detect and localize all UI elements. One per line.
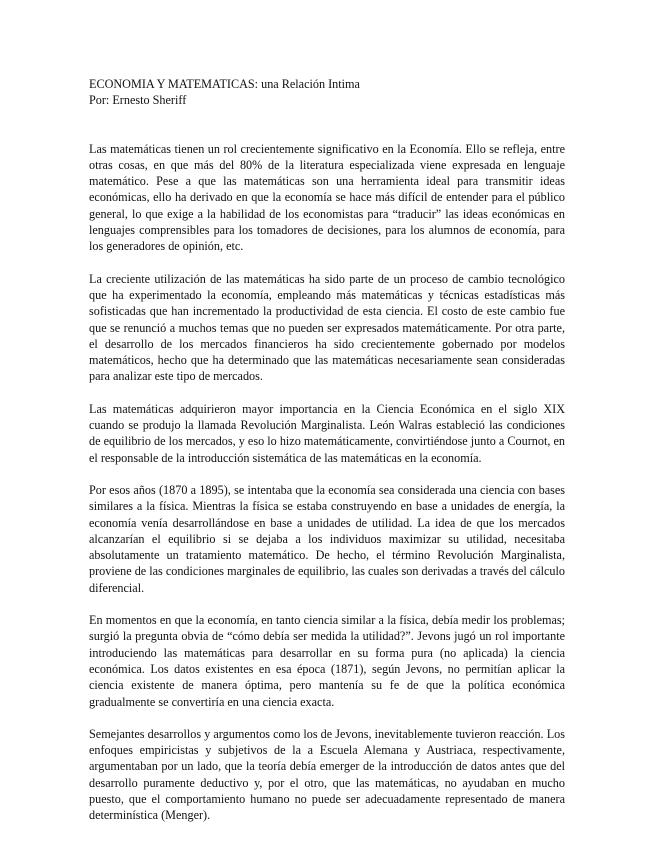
document-title: ECONOMIA Y MATEMATICAS: una Relación Intima [89,77,360,91]
document-page [89,76,565,840]
paragraph-6: Semejantes desarrollos y argumentos como los de Jevons, inevitablemente tuvieron reacción. Los enfoques empiricistas y subjetivos de la a Escuela Alemana y Austriaca, respectivamente, argumentaban por un lado, que la teoría debía emerger de la introducción de datos antes que del desarrollo puramente deductivo y, por el otro, que las matemáticas, no ayudaban en mucho puesto, que el comportamiento humano no puede ser adecuadamente representado de manera determinística (Menger). [89,726,565,823]
paragraph-1: Las matemáticas tienen un rol crecientemente significativo en la Economía. Ello se refleja, entre otras cosas, en que más del 80% de la literatura especializada viene expresada en lenguaje matemático. Pese a que las matemáticas son una herramienta ideal para transmitir ideas económicas, ello ha derivado en que la economía se hace más difícil de entender para el público general, lo que exige a la habilidad de los economistas para “traducir” las ideas económicas en lenguajes comprensibles para los tomadores de decisiones, para los alumnos de economía, para los generadores de opinión, etc. [89,141,565,254]
paragraph-5: En momentos en que la economía, en tanto ciencia similar a la física, debía medir los problemas; surgió la pregunta obvia de “cómo debía ser medida la utilidad?”. Jevons jugó un rol importante introduciendo las matemáticas para desarrollar en su forma pura (no aplicada) la ciencia económica. Los datos existentes en esa época (1871), según Jevons, no permitían aplicar la ciencia existente de manera óptima, pero mantenía su fe de que la política económica gradualmente se convertiría en una ciencia exacta. [89,613,565,709]
paragraph-3: Las matemáticas adquirieron mayor importancia en la Ciencia Económica en el siglo XIX cuando se produjo la llamada Revolución Marginalista. León Walras estableció las condiciones de equilibrio de los mercados, y eso lo hizo matemáticamente, convirtiéndose junto a Cournot, en el responsable de la introducción sistemática de las matemáticas en la economía. [89,401,565,465]
document-header [89,76,565,109]
document-author: Por: Ernesto Sheriff [89,93,187,108]
paragraph-4: Por esos años (1870 a 1895), se intentaba que la economía sea considerada una ciencia con bases similares a la física. Mientras la física se estaba construyendo en base a unidades de energía, la economía venía desarrollándose en base a unidades de utilidad. La idea de que los mercados alcanzarían el equilibrio si se dejaba a los individuos maximizar su utilidad, necesitaba absolutamente un tratamiento matemático. De hecho, el término Revolución Marginalista, proviene de las condiciones marginales de equilibrio, las cuales son derivadas a través del cálculo diferencial. [89,482,565,595]
paragraph-2: La creciente utilización de las matemáticas ha sido parte de un proceso de cambio tecnológico que ha experimentado la economía, empleando más matemáticas y técnicas estadísticas más sofisticadas que han incrementado la productividad de esta ciencia. El costo de este cambio fue que se renunció a muchos temas que no pueden ser expresados matemáticamente. Por otra parte, el desarrollo de los mercados financieros ha sido crecientemente gobernado por modelos matemáticos, hecho que ha determinado que las matemáticas necesariamente sean consideradas para analizar este tipo de mercados. [89,271,565,384]
